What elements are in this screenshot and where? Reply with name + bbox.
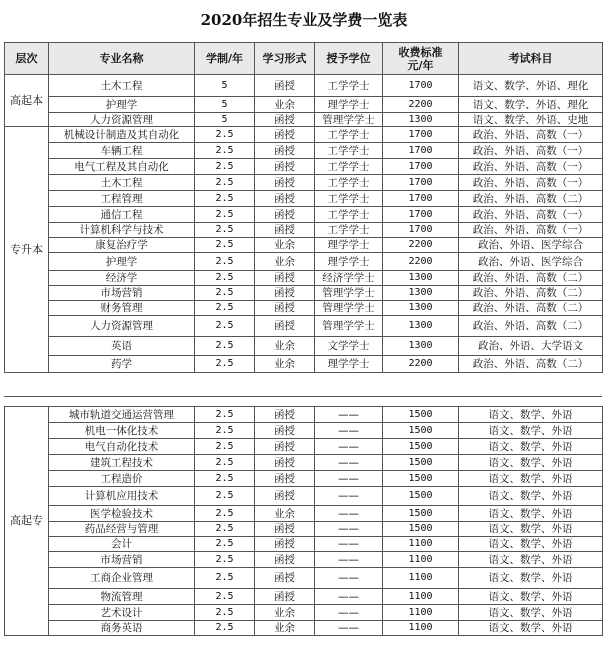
years-cell: 2.5 <box>195 337 255 356</box>
degree-cell: 管理学学士 <box>315 316 383 337</box>
degree-cell: 工学学士 <box>315 223 383 238</box>
mode-cell: 业余 <box>255 97 315 113</box>
subjects-cell: 政治、外语、高数（二） <box>459 316 603 337</box>
table-row <box>5 223 603 238</box>
fee-cell: 2200 <box>383 97 459 113</box>
years-cell: 2.5 <box>195 506 255 522</box>
fee-cell: 1500 <box>383 439 459 455</box>
table-row <box>5 207 603 223</box>
major-cell: 工商企业管理 <box>49 568 195 589</box>
major-cell: 财务管理 <box>49 301 195 316</box>
fee-cell: 2200 <box>383 238 459 253</box>
subjects-cell: 语文、数学、外语、史地 <box>459 113 603 127</box>
header-major: 专业名称 <box>49 43 195 75</box>
mode-cell: 函授 <box>255 175 315 191</box>
fee-cell: 1100 <box>383 552 459 568</box>
table-row <box>5 455 603 471</box>
fee-cell: 1500 <box>383 455 459 471</box>
degree-cell: —— <box>315 455 383 471</box>
subjects-cell: 语文、数学、外语 <box>459 487 603 506</box>
major-cell: 计算机应用技术 <box>49 487 195 506</box>
table-row <box>5 537 603 552</box>
major-cell: 英语 <box>49 337 195 356</box>
table-row <box>5 506 603 522</box>
degree-cell: —— <box>315 471 383 487</box>
subjects-cell: 语文、数学、外语 <box>459 522 603 537</box>
table-row <box>5 487 603 506</box>
header-fee <box>383 43 459 75</box>
mode-cell: 函授 <box>255 455 315 471</box>
subjects-cell: 政治、外语、大学语文 <box>459 337 603 356</box>
fee-cell: 2200 <box>383 253 459 271</box>
major-cell: 工程造价 <box>49 471 195 487</box>
level-cell: 高起专 <box>5 407 49 636</box>
major-cell: 通信工程 <box>49 207 195 223</box>
years-cell: 2.5 <box>195 143 255 159</box>
years-cell: 2.5 <box>195 439 255 455</box>
level-cell: 高起本 <box>5 75 49 127</box>
subjects-cell: 政治、外语、高数（二） <box>459 301 603 316</box>
major-cell: 计算机科学与技术 <box>49 223 195 238</box>
major-cell: 车辆工程 <box>49 143 195 159</box>
major-cell: 土木工程 <box>49 175 195 191</box>
major-cell: 城市轨道交通运营管理 <box>49 407 195 423</box>
fee-cell: 1300 <box>383 286 459 301</box>
mode-cell: 函授 <box>255 552 315 568</box>
mode-cell: 函授 <box>255 127 315 143</box>
fee-cell: 1100 <box>383 605 459 621</box>
header-mode: 学习形式 <box>255 43 315 75</box>
fee-cell: 1500 <box>383 407 459 423</box>
mode-cell: 业余 <box>255 238 315 253</box>
fee-cell: 1700 <box>383 175 459 191</box>
table-row <box>5 127 603 143</box>
years-cell: 2.5 <box>195 537 255 552</box>
years-cell: 5 <box>195 113 255 127</box>
degree-cell: 工学学士 <box>315 175 383 191</box>
fee-cell: 1300 <box>383 337 459 356</box>
header-subjects: 考试科目 <box>459 43 603 75</box>
subjects-cell: 政治、外语、高数（二） <box>459 191 603 207</box>
mode-cell: 业余 <box>255 253 315 271</box>
mode-cell: 函授 <box>255 223 315 238</box>
subjects-cell: 语文、数学、外语 <box>459 537 603 552</box>
fee-cell: 1300 <box>383 113 459 127</box>
degree-cell: 工学学士 <box>315 159 383 175</box>
table-row <box>5 337 603 356</box>
fee-cell: 1100 <box>383 589 459 605</box>
mode-cell: 业余 <box>255 356 315 373</box>
table-row <box>5 589 603 605</box>
fee-cell: 1300 <box>383 301 459 316</box>
degree-cell: 文学学士 <box>315 337 383 356</box>
mode-cell: 函授 <box>255 471 315 487</box>
years-cell: 2.5 <box>195 568 255 589</box>
subjects-cell: 政治、外语、高数（二） <box>459 286 603 301</box>
major-cell: 机电一体化技术 <box>49 423 195 439</box>
major-cell: 药品经营与管理 <box>49 522 195 537</box>
years-cell: 2.5 <box>195 127 255 143</box>
degree-cell: —— <box>315 621 383 636</box>
degree-cell: 工学学士 <box>315 75 383 97</box>
degree-cell: 理学学士 <box>315 356 383 373</box>
major-cell: 艺术设计 <box>49 605 195 621</box>
mode-cell: 业余 <box>255 605 315 621</box>
mode-cell: 业余 <box>255 337 315 356</box>
mode-cell: 函授 <box>255 537 315 552</box>
mode-cell: 函授 <box>255 487 315 506</box>
years-cell: 2.5 <box>195 191 255 207</box>
fee-cell: 1100 <box>383 621 459 636</box>
years-cell: 2.5 <box>195 552 255 568</box>
major-cell: 机械设计制造及其自动化 <box>49 127 195 143</box>
years-cell: 2.5 <box>195 522 255 537</box>
major-cell: 电气工程及其自动化 <box>49 159 195 175</box>
fee-table-top <box>4 42 603 373</box>
mode-cell: 函授 <box>255 271 315 286</box>
fee-cell: 2200 <box>383 356 459 373</box>
fee-cell: 1500 <box>383 506 459 522</box>
degree-cell: —— <box>315 423 383 439</box>
fee-cell: 1500 <box>383 487 459 506</box>
years-cell: 2.5 <box>195 455 255 471</box>
subjects-cell: 语文、数学、外语 <box>459 439 603 455</box>
years-cell: 2.5 <box>195 175 255 191</box>
degree-cell: —— <box>315 439 383 455</box>
mode-cell: 业余 <box>255 621 315 636</box>
years-cell: 2.5 <box>195 589 255 605</box>
subjects-cell: 政治、外语、高数（二） <box>459 356 603 373</box>
table-row <box>5 522 603 537</box>
subjects-cell: 语文、数学、外语 <box>459 589 603 605</box>
years-cell: 2.5 <box>195 487 255 506</box>
subjects-cell: 语文、数学、外语 <box>459 621 603 636</box>
mode-cell: 函授 <box>255 316 315 337</box>
fee-cell: 1700 <box>383 223 459 238</box>
table-row <box>5 253 603 271</box>
major-cell: 药学 <box>49 356 195 373</box>
mode-cell: 业余 <box>255 506 315 522</box>
degree-cell: 理学学士 <box>315 253 383 271</box>
years-cell: 2.5 <box>195 356 255 373</box>
degree-cell: 管理学学士 <box>315 286 383 301</box>
subjects-cell: 政治、外语、高数（一） <box>459 207 603 223</box>
degree-cell: —— <box>315 552 383 568</box>
major-cell: 市场营销 <box>49 552 195 568</box>
degree-cell: 管理学学士 <box>315 113 383 127</box>
degree-cell: —— <box>315 487 383 506</box>
years-cell: 2.5 <box>195 316 255 337</box>
mode-cell: 函授 <box>255 113 315 127</box>
subjects-cell: 语文、数学、外语 <box>459 455 603 471</box>
years-cell: 2.5 <box>195 621 255 636</box>
mode-cell: 函授 <box>255 423 315 439</box>
fee-cell: 1700 <box>383 143 459 159</box>
degree-cell: 经济学学士 <box>315 271 383 286</box>
degree-cell: 管理学学士 <box>315 301 383 316</box>
table-row <box>5 301 603 316</box>
years-cell: 2.5 <box>195 407 255 423</box>
subjects-cell: 政治、外语、高数（一） <box>459 143 603 159</box>
major-cell: 电气自动化技术 <box>49 439 195 455</box>
degree-cell: —— <box>315 407 383 423</box>
years-cell: 2.5 <box>195 286 255 301</box>
degree-cell: 工学学士 <box>315 207 383 223</box>
mode-cell: 函授 <box>255 75 315 97</box>
years-cell: 5 <box>195 97 255 113</box>
fee-table-bottom <box>4 406 603 636</box>
fee-cell: 1300 <box>383 271 459 286</box>
major-cell: 人力资源管理 <box>49 316 195 337</box>
years-cell: 2.5 <box>195 238 255 253</box>
header-fee-line2: 元/年 <box>407 58 434 72</box>
subjects-cell: 语文、数学、外语 <box>459 605 603 621</box>
level-cell: 专升本 <box>5 127 49 373</box>
degree-cell: 理学学士 <box>315 97 383 113</box>
years-cell: 5 <box>195 75 255 97</box>
subjects-cell: 政治、外语、高数（一） <box>459 175 603 191</box>
degree-cell: 工学学士 <box>315 143 383 159</box>
mode-cell: 函授 <box>255 568 315 589</box>
mode-cell: 函授 <box>255 589 315 605</box>
degree-cell: 工学学士 <box>315 127 383 143</box>
table-row <box>5 356 603 373</box>
major-cell: 会计 <box>49 537 195 552</box>
major-cell: 物流管理 <box>49 589 195 605</box>
subjects-cell: 语文、数学、外语 <box>459 423 603 439</box>
subjects-cell: 语文、数学、外语 <box>459 407 603 423</box>
header-fee-line1: 收费标准 <box>398 45 443 59</box>
mode-cell: 函授 <box>255 301 315 316</box>
fee-cell: 1100 <box>383 568 459 589</box>
subjects-cell: 语文、数学、外语 <box>459 506 603 522</box>
header-degree: 授予学位 <box>315 43 383 75</box>
table-row <box>5 143 603 159</box>
major-cell: 商务英语 <box>49 621 195 636</box>
years-cell: 2.5 <box>195 271 255 286</box>
major-cell: 经济学 <box>49 271 195 286</box>
subjects-cell: 语文、数学、外语、理化 <box>459 97 603 113</box>
table-row <box>5 407 603 423</box>
major-cell: 护理学 <box>49 253 195 271</box>
mode-cell: 函授 <box>255 439 315 455</box>
major-cell: 市场营销 <box>49 286 195 301</box>
years-cell: 2.5 <box>195 301 255 316</box>
table-row <box>5 439 603 455</box>
table-row <box>5 175 603 191</box>
years-cell: 2.5 <box>195 471 255 487</box>
subjects-cell: 政治、外语、高数（一） <box>459 223 603 238</box>
table-row <box>5 552 603 568</box>
major-cell: 康复治疗学 <box>49 238 195 253</box>
fee-cell: 1500 <box>383 471 459 487</box>
table-row <box>5 605 603 621</box>
table-row <box>5 75 603 97</box>
major-cell: 土木工程 <box>49 75 195 97</box>
degree-cell: —— <box>315 537 383 552</box>
degree-cell: —— <box>315 589 383 605</box>
table-row <box>5 423 603 439</box>
fee-cell: 1100 <box>383 537 459 552</box>
mode-cell: 函授 <box>255 286 315 301</box>
table-row <box>5 191 603 207</box>
table-row <box>5 316 603 337</box>
mode-cell: 函授 <box>255 407 315 423</box>
header-years: 学制/年 <box>195 43 255 75</box>
subjects-cell: 政治、外语、医学综合 <box>459 253 603 271</box>
fee-cell: 1500 <box>383 423 459 439</box>
major-cell: 人力资源管理 <box>49 113 195 127</box>
mode-cell: 函授 <box>255 191 315 207</box>
major-cell: 医学检验技术 <box>49 506 195 522</box>
years-cell: 2.5 <box>195 159 255 175</box>
mode-cell: 函授 <box>255 159 315 175</box>
table-row <box>5 621 603 636</box>
page-title: 2020年招生专业及学费一览表 <box>200 11 408 29</box>
subjects-cell: 语文、数学、外语 <box>459 568 603 589</box>
table-row <box>5 271 603 286</box>
fee-cell: 1700 <box>383 75 459 97</box>
subjects-cell: 政治、外语、医学综合 <box>459 238 603 253</box>
fee-cell: 1700 <box>383 191 459 207</box>
degree-cell: 工学学士 <box>315 191 383 207</box>
mode-cell: 函授 <box>255 207 315 223</box>
subjects-cell: 语文、数学、外语、理化 <box>459 75 603 97</box>
degree-cell: —— <box>315 605 383 621</box>
mode-cell: 函授 <box>255 143 315 159</box>
major-cell: 工程管理 <box>49 191 195 207</box>
subjects-cell: 政治、外语、高数（一） <box>459 127 603 143</box>
fee-cell: 1700 <box>383 159 459 175</box>
table-header-row <box>5 43 603 75</box>
years-cell: 2.5 <box>195 423 255 439</box>
fee-cell: 1300 <box>383 316 459 337</box>
fee-cell: 1700 <box>383 127 459 143</box>
table-row <box>5 113 603 127</box>
fee-cell: 1500 <box>383 522 459 537</box>
degree-cell: —— <box>315 506 383 522</box>
subjects-cell: 语文、数学、外语 <box>459 471 603 487</box>
major-cell: 护理学 <box>49 97 195 113</box>
mode-cell: 函授 <box>255 522 315 537</box>
years-cell: 2.5 <box>195 207 255 223</box>
years-cell: 2.5 <box>195 253 255 271</box>
table-row <box>5 97 603 113</box>
major-cell: 建筑工程技术 <box>49 455 195 471</box>
subjects-cell: 语文、数学、外语 <box>459 552 603 568</box>
degree-cell: 理学学士 <box>315 238 383 253</box>
table-row <box>5 568 603 589</box>
table-row <box>5 471 603 487</box>
degree-cell: —— <box>315 568 383 589</box>
fee-cell: 1700 <box>383 207 459 223</box>
degree-cell: —— <box>315 522 383 537</box>
table-row <box>5 238 603 253</box>
subjects-cell: 政治、外语、高数（二） <box>459 271 603 286</box>
subjects-cell: 政治、外语、高数（一） <box>459 159 603 175</box>
years-cell: 2.5 <box>195 223 255 238</box>
years-cell: 2.5 <box>195 605 255 621</box>
table-row <box>5 286 603 301</box>
table-row <box>5 159 603 175</box>
header-level: 层次 <box>5 43 49 75</box>
